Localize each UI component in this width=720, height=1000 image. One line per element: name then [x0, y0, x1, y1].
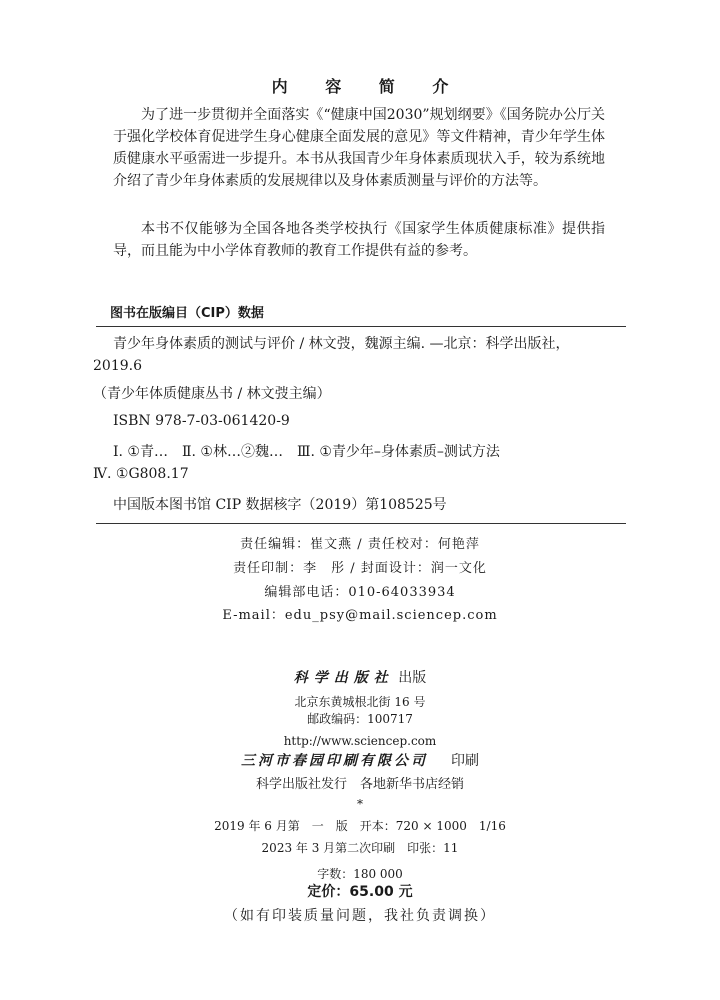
credits-editors: 责任编辑：崔文燕 / 责任校对：何艳萍 [240, 537, 480, 552]
edition-line-1: 2019 年 6 月第 一 版 开本：720 × 1000 1/16 [214, 819, 506, 833]
separator-star: * [357, 797, 363, 811]
publisher-suffix: 出版 [398, 670, 427, 686]
publisher-line [0, 670, 720, 686]
printer-name: 三河市春园印刷有限公司 [241, 753, 429, 769]
publisher-url: http://www.sciencep.com [283, 734, 437, 748]
cip-heading: 图书在版编目（CIP）数据 [110, 306, 264, 321]
word-count: 字数：180 000 [317, 867, 403, 881]
credits-email: E-mail：edu_psy@mail.sciencep.com [222, 608, 498, 623]
cip-line-1: 青少年身体素质的测试与评价 / 林文弢，魏源主编. —北京：科学出版社， [113, 336, 570, 352]
cip-isbn: ISBN 978-7-03-061420-9 [113, 413, 290, 429]
cip-top-divider [96, 326, 626, 327]
cip-line-3: （青少年体质健康丛书 / 林文弢主编） [93, 386, 331, 402]
intro-title: 内 容 简 介 [271, 77, 465, 96]
cip-bottom-divider [96, 523, 626, 524]
price: 定价：65.00 元 [307, 884, 413, 900]
cip-classification-cont: Ⅳ. ①G808.17 [93, 466, 189, 482]
credits-phone: 编辑部电话：010-64033934 [264, 585, 456, 600]
credits-production: 责任印制：李 彤 / 封面设计：润一文化 [233, 561, 487, 576]
publisher-logo-text: 科学出版社 [293, 670, 394, 686]
cip-classification: Ⅰ. ①青… Ⅱ. ①林…②魏… Ⅲ. ①青少年–身体素质–测试方法 [113, 444, 500, 460]
edition-line-2: 2023 年 3 月第二次印刷 印张：11 [261, 841, 459, 855]
publisher-postcode: 邮政编码：100717 [307, 712, 413, 726]
cip-record-number: 中国版本图书馆 CIP 数据核字（2019）第108525号 [113, 497, 447, 513]
distribution-line: 科学出版社发行 各地新华书店经销 [255, 777, 464, 792]
cip-line-2: 2019.6 [93, 358, 142, 374]
printer-suffix: 印刷 [450, 753, 479, 769]
publisher-address: 北京东黄城根北街 16 号 [294, 695, 426, 709]
printer-line [0, 753, 720, 769]
quality-notice: （如有印装质量问题，我社负责调换） [224, 908, 496, 924]
intro-paragraph-2: 本书不仅能够为全国各地各类学校执行《国家学生体质健康标准》提供指导，而且能为中小学体育教师的教育工作提供有益的参考。 [113, 221, 605, 259]
intro-paragraph-1: 为了进一步贯彻并全面落实《“健康中国2030”规划纲要》《国务院办公厅关于强化学校体育促进学生身心健康全面发展的意见》等文件精神，青少年学生体质健康水平亟需进一步提升。本书从我国青少年身体素质现状入手，较为系统地介绍了青少年身体素质的发展规律以及身体素质测量与评价的方法等。 [113, 107, 605, 189]
